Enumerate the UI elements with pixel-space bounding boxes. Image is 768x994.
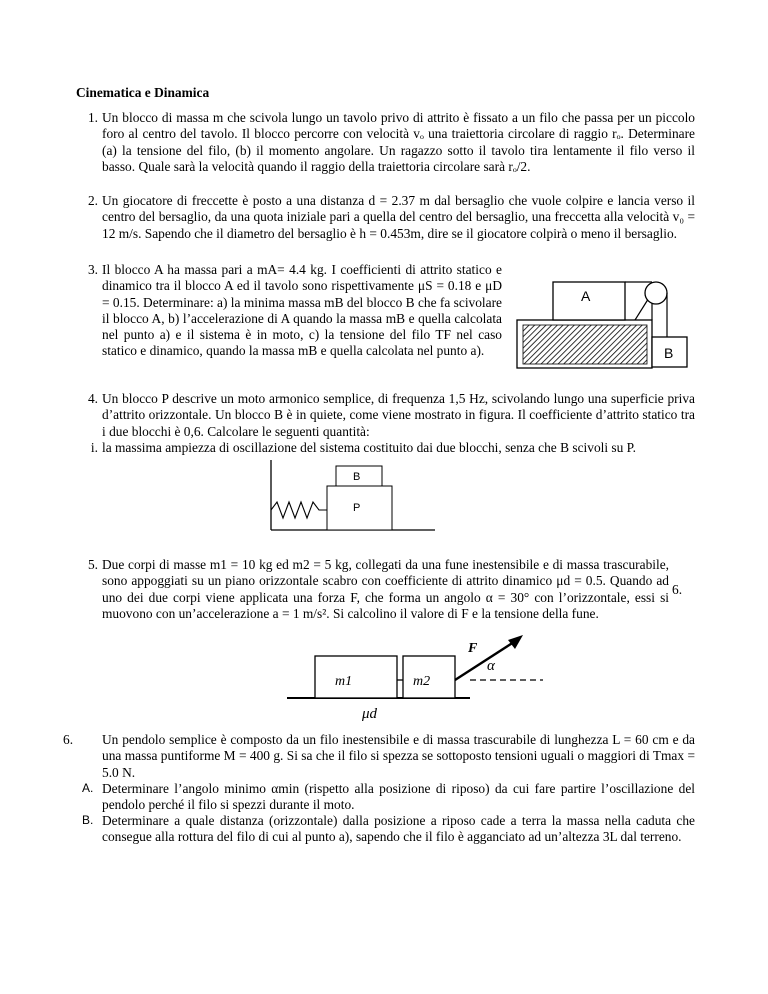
problem-4-sub-number: i. [90, 440, 98, 455]
problem-4-number: 4. [87, 391, 98, 406]
problem-1-number: 1. [87, 110, 98, 125]
alpha-label: α [487, 658, 495, 674]
spring-figure [265, 458, 440, 533]
force-arrow-shaft [455, 640, 517, 680]
page-title: Cinematica e Dinamica [76, 85, 210, 100]
block-b-label: B [664, 345, 674, 361]
problem-4-sub-text: la massima ampiezza di oscillazione del sistema costituito dai due blocchi, senza che B scivoli su P. [102, 440, 636, 455]
problem-3-number: 3. [87, 262, 98, 277]
table-hatching [523, 325, 647, 364]
block-p-label: P [353, 502, 361, 514]
problem-6-text: Un pendolo semplice è composto da un filo inestensibile e di massa trascurabile di lunghezza L = 60 cm e da una massa puntiforme M = 400 g. Si sa che il filo si spezza se sottoposto tensioni uguali o maggiori di Tmax = 5.0 N. [102, 732, 695, 780]
problem-3-text: Il blocco A ha massa pari a mA= 4.4 kg. I coefficienti di attrito statico e dinamico tra il blocco A ed il tavolo sono rispettivamente μS = 0.18 e μD = 0.15. Determinare: a) la minima massa mB del blocco B che fa scivolare il blocco A, b) l’accelerazione di A quando la massa mB e quella calcolata nel punto a) e il sistema è in moto, c) la tensione del filo TF nel caso statico e dinamico, quando la massa mB e quella calcolata nel punto a). [102, 262, 502, 359]
problem-2-number: 2. [87, 193, 98, 208]
stray-number-6: 6. [672, 582, 683, 597]
two-masses-figure [285, 630, 550, 725]
force-arrow-head [508, 635, 523, 649]
mu-d-label: μd [362, 706, 378, 722]
problem-5-text: Due corpi di masse m1 = 10 kg ed m2 = 5 kg, collegati da una fune inestensibile e di massa trascurabile, sono appoggiati su un piano orizzontale scabro con coefficiente di attrito dinamico μd = 0.5. Quando ad uno dei due corpi viene applicata una forza F, che forma un angolo α = 30° con l’orizzontale, essi si muovono con un’accelerazione a = 1 m/s². Si calcolino il valore di F e la tensione della fune. [102, 557, 669, 621]
problem-4-text: Un blocco P descrive un moto armonico semplice, di frequenza 1,5 Hz, scivolando lungo una superficie priva d’attrito orizzontale. Un blocco B è in quiete, come viene mostrato in figura. Il coefficiente d’attrito statico tra i due blocchi è 0,6. Calcolare le seguenti quantità: [102, 391, 695, 439]
pulley [645, 282, 667, 304]
mass-m1-label: m1 [335, 674, 353, 689]
problem-6b-text: Determinare a quale distanza (orizzontale) dalla posizione a riposo cade a terra la massa nella caduta che consegue alla rottura del filo di cui al punto a), sapendo che il filo è agganciato ad un’altezza 3L dal terreno. [102, 813, 695, 845]
pulley-figure [515, 265, 700, 370]
mass-m1 [315, 656, 397, 698]
spring [271, 502, 327, 518]
problem-5-number: 5. [87, 557, 98, 572]
block-a-label: A [581, 288, 591, 304]
problem-1-text: Un blocco di massa m che scivola lungo un tavolo privo di attrito è fissato a un filo che passa per un piccolo foro al centro del tavolo. Il blocco percorre con velocità vₒ una traiettoria circolare di raggio rₒ. Determinare (a) la tensione del filo, (b) il momento angolare. Un ragazzo sotto il tavolo tira lentamente il filo verso il basso. Quale sarà la velocità quando il raggio della traiettoria circolare sarà rₒ/2. [102, 110, 695, 174]
problem-6b-letter: B. [82, 813, 94, 827]
force-label: F [468, 641, 478, 656]
problem-6a-letter: A. [82, 781, 94, 795]
mass-m2-label: m2 [413, 674, 431, 689]
block-b-label: B [353, 471, 361, 483]
problem-6a-text: Determinare l’angolo minimo αmin (rispetto alla posizione di riposo) da cui fare partire l’oscillazione del pendolo perché il filo si spezzi durante il moto. [102, 781, 695, 813]
problem-6-number: 6. [63, 732, 74, 747]
problem-2-text: Un giocatore di freccette è posto a una distanza d = 2.37 m dal bersaglio che vuole colpire e lancia verso il centro del bersaglio, da una quota iniziale pari a quella del centro del bersaglio, una freccetta alla velocità v₀ = 12 m/s. Sapendo che il diametro del bersaglio è h = 0.453m, dire se il giocatore colpirà o meno il bersaglio. [102, 193, 695, 241]
